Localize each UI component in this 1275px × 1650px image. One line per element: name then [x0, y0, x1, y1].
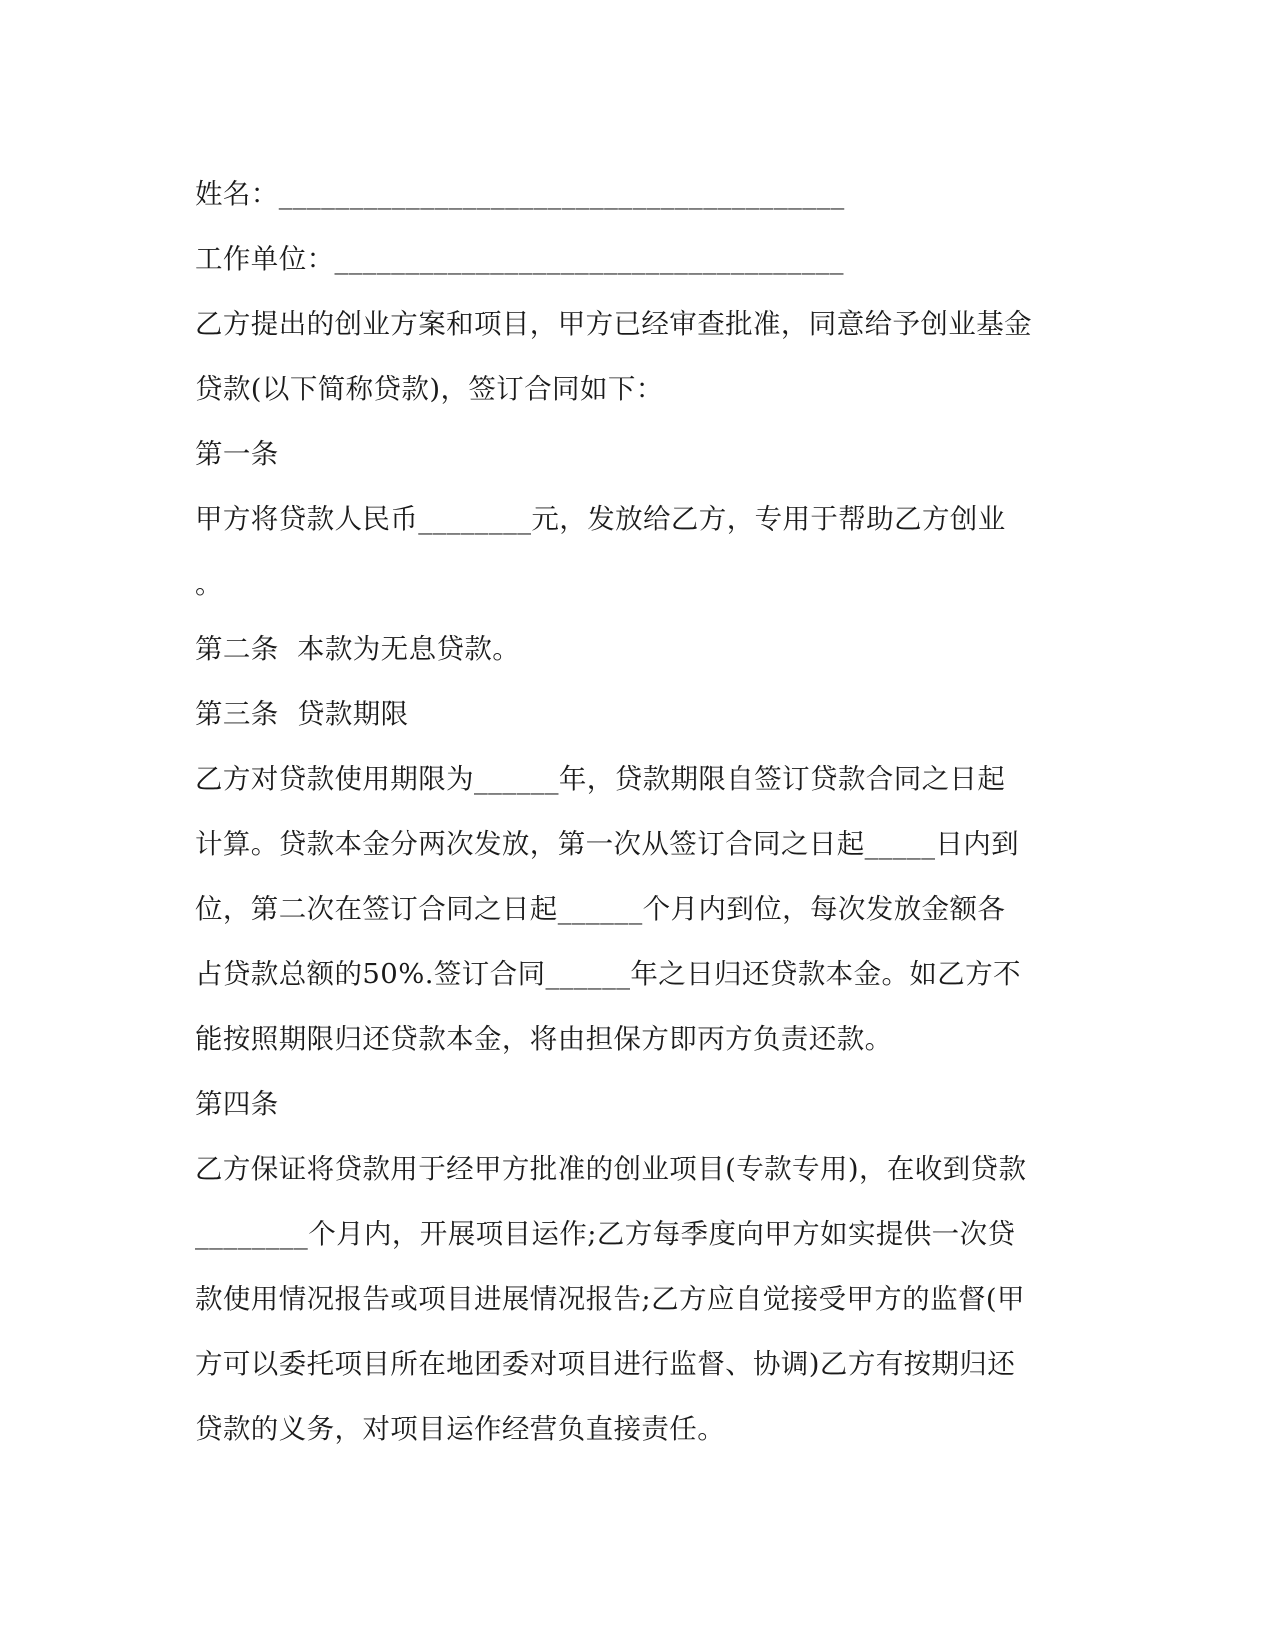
article-3-text-line: 占贷款总额的50%.签订合同______年之日归还贷款本金。如乙方不 [195, 958, 1021, 990]
contract-body [195, 162, 1075, 1462]
name-field-line: 姓名：________________________________________ [195, 178, 845, 210]
article-3-heading: 第三条 贷款期限 [195, 698, 409, 730]
article-4-heading: 第四条 [195, 1088, 279, 1120]
article-4-text-line: ________个月内，开展项目运作;乙方每季度向甲方如实提供一次贷 [195, 1218, 1016, 1250]
article-4-text-line: 贷款的义务，对项目运作经营负直接责任。 [195, 1413, 726, 1445]
article-1-text-line: 甲方将贷款人民币________元，发放给乙方，专用于帮助乙方创业 [195, 503, 1006, 535]
article-4-text-line: 款使用情况报告或项目进展情况报告;乙方应自觉接受甲方的监督(甲 [195, 1283, 1025, 1315]
work-unit-field-line: 工作单位：____________________________________ [195, 243, 844, 275]
intro-paragraph-line: 乙方提出的创业方案和项目，甲方已经审查批准，同意给予创业基金 [195, 308, 1032, 340]
article-4-text-line: 乙方保证将贷款用于经甲方批准的创业项目(专款专用)，在收到贷款 [195, 1153, 1027, 1185]
intro-paragraph-line: 贷款(以下简称贷款)，签订合同如下： [195, 373, 664, 405]
article-4-text-line: 方可以委托项目所在地团委对项目进行监督、协调)乙方有按期归还 [195, 1348, 1016, 1380]
article-3-text-line: 能按照期限归还贷款本金，将由担保方即丙方负责还款。 [195, 1023, 893, 1055]
article-2-text: 第二条 本款为无息贷款。 [195, 633, 521, 665]
article-3-text-line: 计算。贷款本金分两次发放，第一次从签订合同之日起_____日内到 [195, 828, 1020, 860]
article-1-text-line: 。 [195, 568, 223, 600]
article-3-text-line: 乙方对贷款使用期限为______年，贷款期限自签订贷款合同之日起 [195, 763, 1006, 795]
article-1-heading: 第一条 [195, 438, 279, 470]
article-3-text-line: 位，第二次在签订合同之日起______个月内到位，每次发放金额各 [195, 893, 1006, 925]
